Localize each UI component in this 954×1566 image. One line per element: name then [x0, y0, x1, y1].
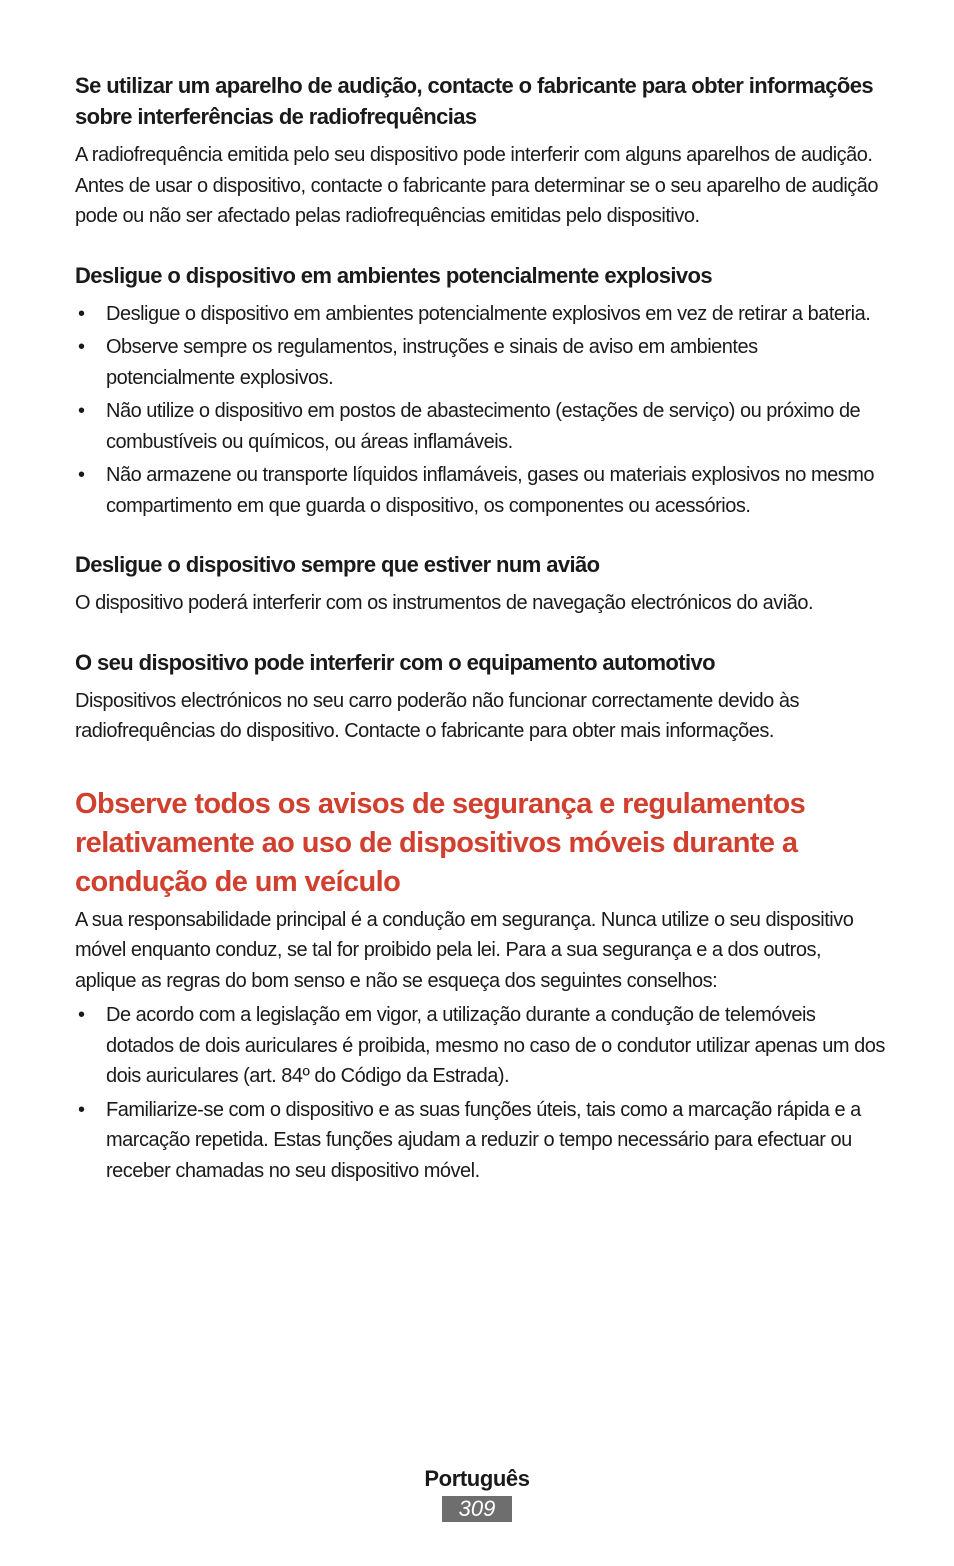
list-item-text: Familiarize-se com o dispositivo e as suas funções úteis, tais como a marcação rápida e a marcação repetida. Estas funções ajudam a reduzir o tempo necessário para efectuar ou receber chamadas no seu dispositivo móvel. — [106, 1098, 861, 1182]
section-airplane — [75, 549, 885, 619]
section-hearing-aid — [75, 70, 885, 232]
list-item — [75, 460, 885, 521]
list-item-text: Não armazene ou transporte líquidos inflamáveis, gases ou materiais explosivos no mesmo compartimento em que guarda o dispositivo, os componentes ou acessórios. — [106, 464, 875, 517]
bullet-list — [75, 299, 885, 522]
bullet-icon: • — [78, 302, 85, 325]
page-number-badge: 309 — [442, 1496, 512, 1522]
page-footer — [0, 1464, 954, 1522]
section-explosive-environments — [75, 260, 885, 522]
section-paragraph: A radiofrequência emitida pelo seu dispositivo pode interferir com alguns aparelhos de audição. Antes de usar o dispositivo, contacte o fabricante para determinar se o seu aparelho de audição pode ou não ser afectado pelas radiofrequências emitidas pelo dispositivo. — [75, 144, 879, 227]
section-heading: Se utilizar um aparelho de audição, contacte o fabricante para obter informações sobre interferências de radiofrequências — [75, 73, 874, 129]
list-item — [75, 396, 885, 457]
list-item-text: Desligue o dispositivo em ambientes potencialmente explosivos em vez de retirar a bateria. — [106, 302, 871, 325]
section-heading: O seu dispositivo pode interferir com o equipamento automotivo — [75, 649, 715, 675]
list-item — [75, 1095, 885, 1187]
list-item — [75, 1000, 885, 1092]
bullet-icon: • — [78, 336, 85, 358]
bullet-icon: • — [78, 464, 85, 486]
bullet-icon: • — [78, 1098, 85, 1121]
list-item-text: De acordo com a legislação em vigor, a utilização durante a condução de telemóveis dotados de dois auriculares é proibida, mesmo no caso de o condutor utilizar apenas um dos dois auriculares (art. 84º do Código da Estrada). — [106, 1004, 885, 1087]
bullet-icon: • — [78, 400, 85, 422]
list-item-text: Não utilize o dispositivo em postos de abastecimento (estações de serviço) ou próximo de combustíveis ou químicos, ou áreas inflamáveis. — [106, 400, 861, 453]
section-paragraph: Dispositivos electrónicos no seu carro poderão não funcionar correctamente devido às radiofrequências do dispositivo. Contacte o fabricante para obter mais informações. — [75, 689, 799, 742]
bullet-list — [75, 1000, 885, 1186]
footer-language: Português — [424, 1466, 530, 1491]
list-item — [75, 332, 885, 393]
bullet-icon: • — [78, 1004, 85, 1026]
major-heading: Observe todos os avisos de segurança e regulamentos relativamente ao uso de dispositivos móveis durante a condução de um veículo — [75, 787, 806, 898]
list-item — [75, 299, 885, 330]
page-content — [75, 70, 885, 1189]
section-heading: Desligue o dispositivo sempre que estiver num avião — [75, 552, 600, 577]
section-paragraph: O dispositivo poderá interferir com os instrumentos de navegação electrónicos do avião. — [75, 592, 814, 614]
major-paragraph: A sua responsabilidade principal é a condução em segurança. Nunca utilize o seu dispositivo móvel enquanto conduz, se tal for proibido pela lei. Para a sua segurança e a dos outros, aplique as regras do bom senso e não se esqueça dos seguintes conselhos: — [75, 908, 854, 992]
section-heading: Desligue o dispositivo em ambientes potencialmente explosivos — [75, 262, 713, 288]
section-driving-safety — [75, 785, 885, 1187]
section-automotive — [75, 647, 885, 747]
list-item-text: Observe sempre os regulamentos, instruções e sinais de aviso em ambientes potencialmente explosivos. — [106, 336, 758, 389]
